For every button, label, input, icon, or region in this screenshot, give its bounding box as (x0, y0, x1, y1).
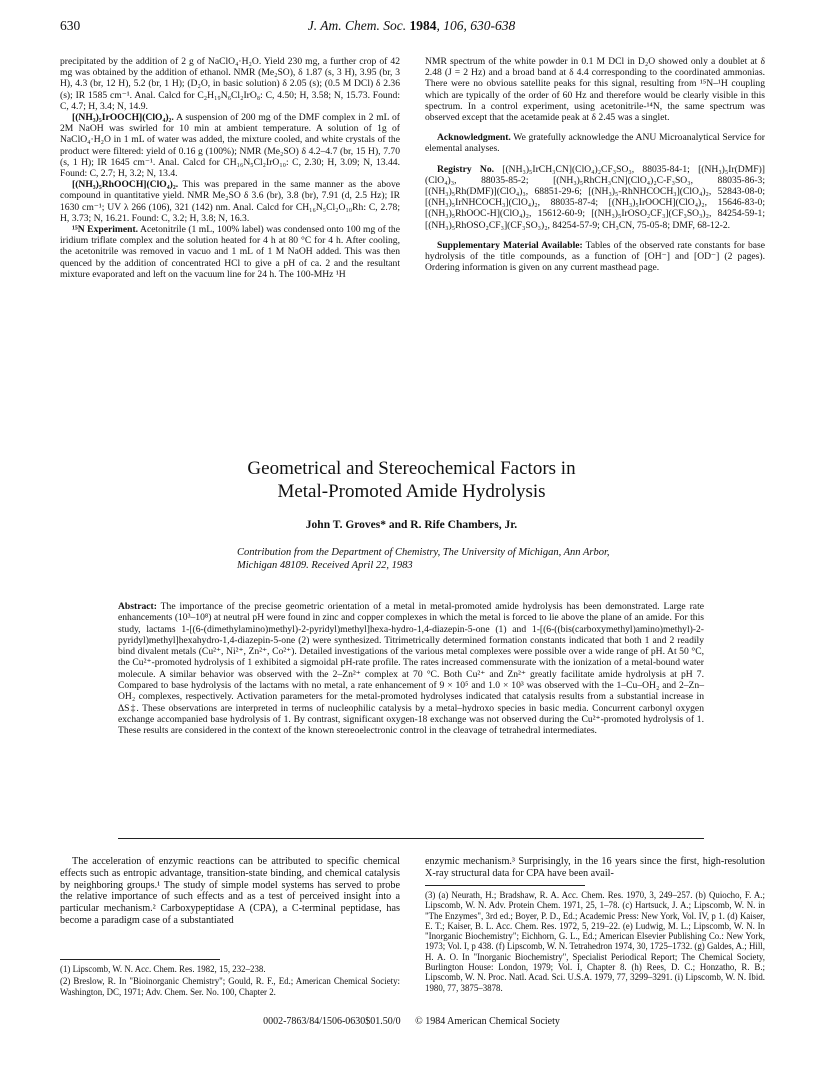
footnotes-right (425, 890, 765, 995)
registry-heading: Registry No. (437, 163, 495, 175)
intro-left-column (60, 856, 400, 927)
paragraph-text: Tables of the observed rate constants for base hydrolysis of the title compounds, as a function of [OH⁻] and [OD⁻] (2 pages). Ordering information is given on any current masthead page. (425, 239, 766, 274)
paragraph-text: This was prepared in the same manner as the above compound in quantitative yield. NMR Me₂SO δ 3.6 (br), 3.8 (br), 7.91 (d, 2.5 Hz); IR 1630 cm⁻¹; UV λ 266 (106), 321 (142) nm. Anal. Calcd for CH₁₆N₅Cl₂O₁₀Rh: C, 2.78; H, 3.73; N, 16.21. Found: C, 3.2; H, 3.8; N, 16.3. (60, 179, 400, 224)
experimental-paragraph: precipitated by the addition of 2 g of NaClO₄·H₂O. Yield 230 mg, a further crop of 42 mg was obtained by the addition of ethanol. NMR (Me₂SO), δ 1.87 (s, 3 H), 3.95 (br, 3 H), 4.3 (br, 12 H), 5.2 (br, 1 H); (D₂O, in basic solution) δ 2.05 (s); (0.5 M DCl) δ 2.36 (s); IR 1585 cm⁻¹. Anal. Calcd for C₂H₁₉N₆Cl₂IrO₈: C, 4.50; H, 3.58; N, 15.73. Found: C, 4.7; H, 3.4; N, 14.9. (60, 56, 400, 112)
page-footer (0, 1016, 823, 1027)
footnotes-left (60, 964, 400, 999)
experimental-right-column (425, 56, 765, 273)
abstract-label: Abstract: (118, 601, 157, 612)
experimental-left-column (60, 56, 400, 280)
paragraph-text: A suspension of 200 mg of the DMF complex in 2 mL of 2M NaOH was swirled for 10 min at ambient temperature. A solution of 1g of NaClO₄·H₂O in 1 mL of water was added, the mixture cooled, and white crystals of the product were filtered: yield of 0.16 g (100%); NMR (Me₂SO) δ 4.2–4.7 (br, 15 H), 7.70 (s, 1 H); IR 1645 cm⁻¹. Anal. Calcd for CH₁₆N₅Cl₂IrO₁₀: C, 2.30; H, 3.09; N, 13.44. Found: C, 2.7; H, 3.2; N, 13.4. (60, 112, 400, 180)
footnote: (1) Lipscomb, W. N. Acc. Chem. Res. 1982, 15, 232–238. (60, 964, 266, 974)
nmr-paragraph: NMR spectrum of the white powder in 0.1 M DCl in D₂O showed only a doublet at δ 2.48 (J = 2 Hz) and a broad band at δ 4.4 corresponding to the coordinated ammonias. There were no obvious satellite peaks for this signal, resulting from ¹⁵N–¹H coupling which are typically of the order of 60 Hz and therefore would be clearly visible in this spectrum. In a control experiment, using acetonitrile-¹⁴N, the same spectrum was observed except that the acetamide peak at δ 2.45 was a singlet. (425, 56, 765, 124)
intro-right-column (425, 856, 765, 880)
footnote-divider-right (425, 885, 585, 886)
supplementary-material (425, 240, 765, 274)
article-title (0, 457, 823, 503)
authors: John T. Groves* and R. Rife Chambers, Jr. (305, 519, 518, 531)
journal-abbrev: J. Am. Chem. Soc. (307, 18, 407, 33)
compound-heading: [(NH₃)₅RhOOCH](ClO₄)₂. (72, 179, 179, 191)
copyright-notice: © 1984 American Chemical Society (415, 1016, 560, 1027)
paragraph-text: We gratefully acknowledge the ANU Microanalytical Service for elemental analyses. (425, 132, 765, 155)
experiment-heading: ¹⁵N Experiment. (72, 224, 139, 236)
affiliation-line: Michigan 48109. Received April 22, 1983 (237, 560, 413, 571)
journal-citation: J. Am. Chem. Soc. 1984, 106, 630-638 (307, 18, 516, 33)
acknowledgment-heading: Acknowledgment. (437, 132, 511, 144)
paragraph-text: [(NH₃)₅IrCH₃CN](ClO₄)₂CF₃SO₃, 88035-84-1; [(NH₃)₅Ir(DMF)](ClO₄)₃, 88035-85-2; [(NH₃)₅RhCH₃CN](ClO₄)₂C-F₃SO₃, 88035-86-3; [(NH₃)₅Rh(DMF)](ClO₄)₃, 68851-29-6; [(NH₃)₅-RhNHCOCH₃](ClO₄)₂, 52843-08-0; [(NH₃)₅IrNHCOCH₃](ClO₄)₂, 88035-87-4; [(NH₃)₅IrOOCH](ClO₄)₂, 15646-83-0; [(NH₃)₅RhOOC-H](ClO₄)₂, 15612-60-9; [(NH₃)₅IrOSO₂CF₃](CF₃SO₃)₂, 84254-59-1; [(NH₃)₅RhOSO₂CF₃](CF₃SO₃)₂, 84254-57-9; CH₃CN, 75-05-8; DMF, 68-12-2. (425, 163, 765, 231)
footnote: (3) (a) Neurath, H.; Bradshaw, R. A. Acc. Chem. Res. 1970, 3, 249–257. (b) Quiocho, F. A.; Lipscomb, W. N. Adv. Protein Chem. 1971, 25, 1–78. (c) Hartsuck, J. A.; Lipscomb, W. N. in "The Enzymes", 3rd ed.; Boyer, P. D., Ed.; Academic Press: New York, Vol. IV, p 1. (d) Kaiser, E. T.; Kaiser, B. L. Acc. Chem. Res. 1972, 5, 219–22. (e) Ludwig, M. L.; Lipscomb, W. N. In "Inorganic Biochemistry"; Eichhorn, G. L., Ed.; American Elsevier Publishing Co.: New York, 1973; Vol. I, p 438. (f) Lipscomb, W. N. Tetrahedron 1974, 30, 1725–1732. (g) Galdes, A.; Hill, H. A. O. In "Inorganic Biochemistry", Specialist Periodical Report; The Chemical Society, Burlington House: London, 1979; Vol. I, Chapter 8. (h) Rees, D. C.; Honzatho, R. B.; Lipscomb, W. N. Proc. Natl. Acad. Sci. U.S.A. 1979, 77, 3299–3291. (i) Lipscomb, W. N. Ibid. 1980, 77, 3875–3878. (425, 890, 765, 993)
intro-paragraph-continued: enzymic mechanism.³ Surprisingly, in the 16 years since the first, high-resolution X-ray structural data for CPA have been avail- (425, 856, 765, 879)
experimental-paragraph (60, 179, 400, 224)
abstract (118, 601, 704, 737)
intro-paragraph: The acceleration of enzymic reactions can be attributed to specific chemical effects such as entropic advantage, transition-state binding, and chemical catalysis by neighboring groups.¹ The study of simple model systems has served to probe the relative importance of such effects and as a test of perceived insight into a particular mechanism.² Carboxypeptidase A (CPA), a C-terminal peptidase, has become a paradigm case of a substantiated (60, 856, 400, 926)
paragraph-text: Acetonitrile (1 mL, 100% label) was condensed onto 100 mg of the iridium triflate complex and the solution heated for 4 h at 80 °C for 4 h. After cooling, the acetonitrile was removed in vacuo and 1 mL of 1 M NaOH added. This was then quenced by the addition of concentrated HCl to give a pH of ca. 2 and the resultant mixture evaporated and left on the vacuum line for 24 h. The 100-MHz ¹H (60, 224, 400, 280)
experimental-paragraph (60, 112, 400, 179)
journal-year: 1984 (409, 18, 437, 33)
footnote-divider-left (60, 959, 220, 960)
supplementary-heading: Supplementary Material Available: (437, 239, 583, 251)
affiliation (237, 546, 687, 572)
page-number: 630 (60, 18, 81, 33)
acknowledgment (425, 132, 765, 154)
journal-volume-pages: 106, 630-638 (443, 18, 516, 33)
registry-numbers (425, 164, 765, 231)
abstract-text: The importance of the precise geometric orientation of a metal in metal-promoted amide hydrolysis has been demonstrated. Large rate enhancements (10³–10⁸) at neutral pH were found in zinc and copper complexes in which the metal is forced to lie above the plane of an amide. For this study, lactams 1-[(6-(dimethylamino)methyl)-2-pyridyl)methyl]hexa-hydro-1,4-diazepin-5-one (1) and 1-[(6-((bis(carboxymethyl)amino)methyl)-2-pyridyl)methyl]hexahydro-1,4-diazepin-5-one (2) were synthesized. Titrimetrically determined formation constants indicated that both 1 and 2 readily bind divalent metals (Cu²⁺, Ni²⁺, Zn²⁺, Co²⁺). Detailed investigations of the various metal complexes were possible over a wide range of pH. At 50 °C, the Cu²⁺-promoted hydrolysis of 1 exhibited a sigmoidal pH-rate profile. The rates increased commensurate with the ionization of a metal-bound water molecule. A similar behavior was observed with the 2–Zn²⁺ complex at 70 °C. Both Cu²⁺ and Zn²⁺ greatly facilitate amide hydrolysis at pH 7. Compared to base hydrolysis of the lactams with no metal, a rate enhancement of 9 × 10⁵ and 1.0 × 10³ was observed with the 1–Cu–OH₂ and 2–Zn–OH₂ complexes, respectively. Activation parameters for the metal-promoted hydrolyses indicated that catalysis results from a substantial increase in ΔS‡. These observations are interpreted in terms of nucleophilic catalysis by a metal–hydroxo species in basic media. Concurrent carbonyl oxygen exchange accompanied base hydrolysis of 1. By contrast, significant oxygen-18 exchange was not observed during the Cu²⁺-promoted hydrolysis of 1. These results are considered in the context of the known stereoelectronic control in the cleavage of tetrahedral intermediates. (118, 601, 704, 737)
title-line: Metal-Promoted Amide Hydrolysis (277, 481, 546, 502)
experimental-paragraph (60, 224, 400, 280)
footnote: (2) Breslow, R. In "Bioinorganic Chemistry"; Gould, R. F., Ed.; American Chemical Society: Washington, DC, 1971; Adv. Chem. Ser. No. 100, Chapter 2. (60, 976, 400, 997)
article-code: 0002-7863/84/1506-0630$01.50/0 (263, 1016, 401, 1027)
title-line: Geometrical and Stereochemical Factors in (247, 458, 576, 479)
compound-heading: [(NH₃)₅IrOOCH](ClO₄)₂. (72, 112, 174, 124)
abstract-divider (118, 838, 704, 839)
affiliation-line: Contribution from the Department of Chemistry, The University of Michigan, Ann Arbor, (237, 547, 610, 558)
